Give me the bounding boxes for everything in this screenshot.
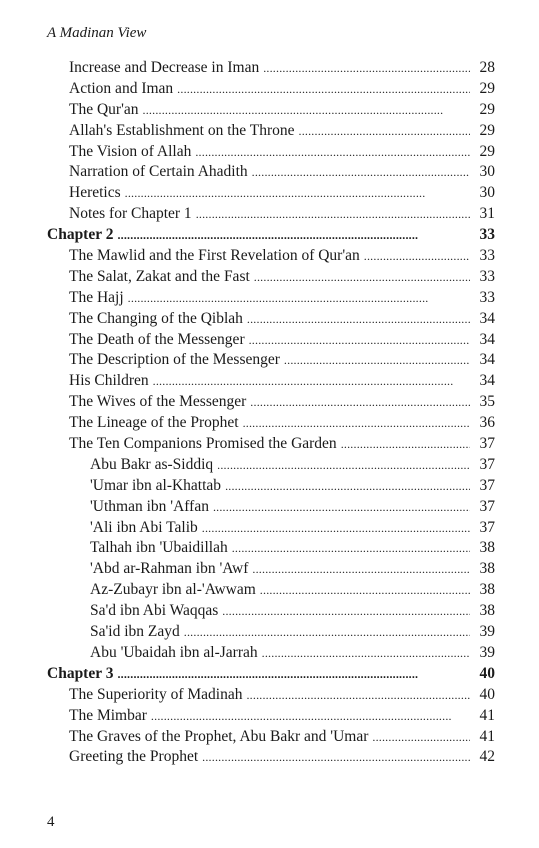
toc-chapter-entry	[0, 665, 539, 686]
table-of-contents	[0, 59, 539, 769]
dot-leader	[372, 730, 470, 745]
toc-entry-page: 38	[479, 602, 495, 620]
toc-entry-title: Allah's Establishment on the Throne	[69, 121, 295, 139]
toc-section-entry	[0, 101, 539, 122]
toc-entry-page: 38	[479, 581, 495, 599]
toc-section-entry	[0, 163, 539, 184]
toc-entry-page: 34	[479, 309, 495, 327]
dot-leader	[254, 270, 470, 285]
toc-entry-title: The Hajj	[69, 288, 124, 306]
toc-entry-title: The Superiority of Madinah	[69, 685, 243, 703]
dot-leader	[299, 124, 471, 139]
toc-section-entry	[0, 205, 539, 226]
toc-entry-page: 37	[479, 497, 495, 515]
toc-entry-page: 28	[479, 59, 495, 76]
toc-entry-page: 39	[479, 643, 495, 661]
dot-leader	[184, 625, 470, 640]
toc-section-entry	[0, 728, 539, 749]
toc-entry-page: 37	[479, 476, 495, 494]
toc-entry-title: Chapter 2	[47, 226, 114, 244]
toc-subsection-entry	[0, 644, 539, 665]
toc-subsection-entry	[0, 498, 539, 519]
toc-entry-page: 37	[479, 455, 495, 473]
dot-leader	[213, 500, 470, 515]
toc-entry-title: Greeting the Prophet	[69, 748, 199, 766]
toc-entry-title: The Mimbar	[69, 706, 147, 724]
toc-section-entry	[0, 59, 539, 80]
toc-entry-title: The Ten Companions Promised the Garden	[69, 435, 337, 453]
toc-section-entry	[0, 247, 539, 268]
toc-section-entry	[0, 435, 539, 456]
toc-entry-page: 39	[479, 623, 495, 641]
dot-leader	[246, 688, 470, 703]
toc-section-entry	[0, 414, 539, 435]
toc-entry-title: The Salat, Zakat and the Fast	[69, 267, 250, 285]
toc-entry-page: 29	[479, 79, 495, 97]
dot-leader	[247, 312, 470, 327]
toc-subsection-entry	[0, 477, 539, 498]
dot-leader	[143, 103, 470, 118]
toc-entry-title: Narration of Certain Ahadith	[69, 163, 248, 181]
dot-leader	[260, 583, 470, 598]
toc-subsection-entry	[0, 602, 539, 623]
toc-entry-page: 37	[479, 518, 495, 536]
toc-entry-page: 42	[479, 748, 495, 766]
toc-entry-title: The Description of the Messenger	[69, 351, 280, 369]
page-number: 4	[47, 814, 55, 830]
toc-entry-title: The Mawlid and the First Revelation of Qur'an	[69, 247, 360, 265]
dot-leader	[117, 228, 470, 243]
toc-entry-title: The Vision of Allah	[69, 142, 192, 160]
dot-leader	[252, 165, 470, 180]
toc-entry-page: 38	[479, 539, 495, 557]
dot-leader	[232, 541, 470, 556]
toc-entry-page: 29	[479, 121, 495, 139]
toc-entry-page: 33	[479, 226, 495, 244]
running-head: A Madinan View	[47, 25, 147, 41]
toc-entry-title: Abu Bakr as-Siddiq	[90, 455, 214, 473]
toc-entry-page: 41	[479, 706, 495, 724]
toc-entry-title: The Graves of the Prophet, Abu Bakr and 'Umar	[69, 727, 369, 745]
toc-entry-title: 'Abd ar-Rahman ibn 'Awf	[90, 560, 249, 578]
toc-entry-title: The Lineage of the Prophet	[69, 414, 239, 432]
toc-entry-title: 'Ali ibn Abi Talib	[90, 518, 198, 536]
toc-entry-title: Heretics	[69, 184, 121, 202]
toc-subsection-entry	[0, 623, 539, 644]
dot-leader	[341, 437, 470, 452]
toc-entry-title: His Children	[69, 372, 149, 390]
toc-section-entry	[0, 372, 539, 393]
toc-entry-page: 41	[479, 727, 495, 745]
toc-subsection-entry	[0, 539, 539, 560]
toc-section-entry	[0, 80, 539, 101]
toc-entry-page: 37	[479, 435, 495, 453]
toc-entry-page: 29	[479, 100, 495, 118]
dot-leader	[153, 374, 470, 389]
toc-section-entry	[0, 268, 539, 289]
toc-entry-page: 36	[479, 414, 495, 432]
dot-leader	[125, 186, 470, 201]
toc-entry-title: Chapter 3	[47, 664, 114, 682]
toc-entry-title: Notes for Chapter 1	[69, 205, 192, 223]
toc-section-entry	[0, 143, 539, 164]
toc-entry-title: 'Uthman ibn 'Affan	[90, 497, 209, 515]
dot-leader	[151, 709, 470, 724]
toc-entry-page: 33	[479, 288, 495, 306]
dot-leader	[202, 750, 470, 765]
toc-entry-page: 40	[479, 664, 495, 682]
toc-entry-title: Action and Iman	[69, 79, 174, 97]
toc-entry-page: 35	[479, 393, 495, 411]
toc-entry-title: The Wives of the Messenger	[69, 393, 247, 411]
toc-entry-title: Talhah ibn 'Ubaidillah	[90, 539, 228, 557]
toc-section-entry	[0, 184, 539, 205]
toc-entry-page: 38	[479, 560, 495, 578]
dot-leader	[250, 395, 470, 410]
dot-leader	[243, 416, 470, 431]
toc-section-entry	[0, 310, 539, 331]
toc-entry-title: Az-Zubayr ibn al-'Awwam	[90, 581, 256, 599]
toc-entry-title: Sa'd ibn Abi Waqqas	[90, 602, 219, 620]
dot-leader	[249, 333, 470, 348]
dot-leader	[225, 479, 470, 494]
toc-entry-title: Sa'id ibn Zayd	[90, 623, 180, 641]
dot-leader	[284, 353, 470, 368]
toc-entry-title: 'Umar ibn al-Khattab	[90, 476, 222, 494]
toc-subsection-entry	[0, 519, 539, 540]
toc-entry-page: 34	[479, 372, 495, 390]
toc-subsection-entry	[0, 456, 539, 477]
toc-chapter-entry	[0, 226, 539, 247]
toc-section-entry	[0, 707, 539, 728]
dot-leader	[262, 646, 470, 661]
dot-leader	[263, 61, 470, 76]
dot-leader	[177, 82, 470, 97]
toc-entry-page: 34	[479, 351, 495, 369]
dot-leader	[195, 145, 470, 160]
toc-entry-title: Increase and Decrease in Iman	[69, 59, 260, 76]
toc-entry-title: The Qur'an	[69, 100, 139, 118]
toc-entry-page: 33	[479, 267, 495, 285]
dot-leader	[128, 291, 470, 306]
dot-leader	[117, 667, 470, 682]
toc-entry-title: Abu 'Ubaidah ibn al-Jarrah	[90, 643, 258, 661]
toc-subsection-entry	[0, 581, 539, 602]
toc-section-entry	[0, 122, 539, 143]
toc-entry-page: 29	[479, 142, 495, 160]
dot-leader	[202, 521, 470, 536]
toc-subsection-entry	[0, 560, 539, 581]
toc-entry-page: 33	[479, 247, 495, 265]
toc-section-entry	[0, 289, 539, 310]
toc-entry-page: 40	[479, 685, 495, 703]
dot-leader	[196, 207, 470, 222]
toc-entry-page: 30	[479, 163, 495, 181]
toc-section-entry	[0, 351, 539, 372]
toc-entry-page: 31	[479, 205, 495, 223]
toc-section-entry	[0, 748, 539, 769]
toc-entry-page: 30	[479, 184, 495, 202]
toc-section-entry	[0, 393, 539, 414]
dot-leader	[217, 458, 470, 473]
toc-section-entry	[0, 686, 539, 707]
toc-entry-page: 34	[479, 330, 495, 348]
toc-section-entry	[0, 331, 539, 352]
dot-leader	[222, 604, 470, 619]
toc-entry-title: The Changing of the Qiblah	[69, 309, 243, 327]
dot-leader	[364, 249, 470, 264]
dot-leader	[252, 562, 470, 577]
toc-entry-title: The Death of the Messenger	[69, 330, 245, 348]
